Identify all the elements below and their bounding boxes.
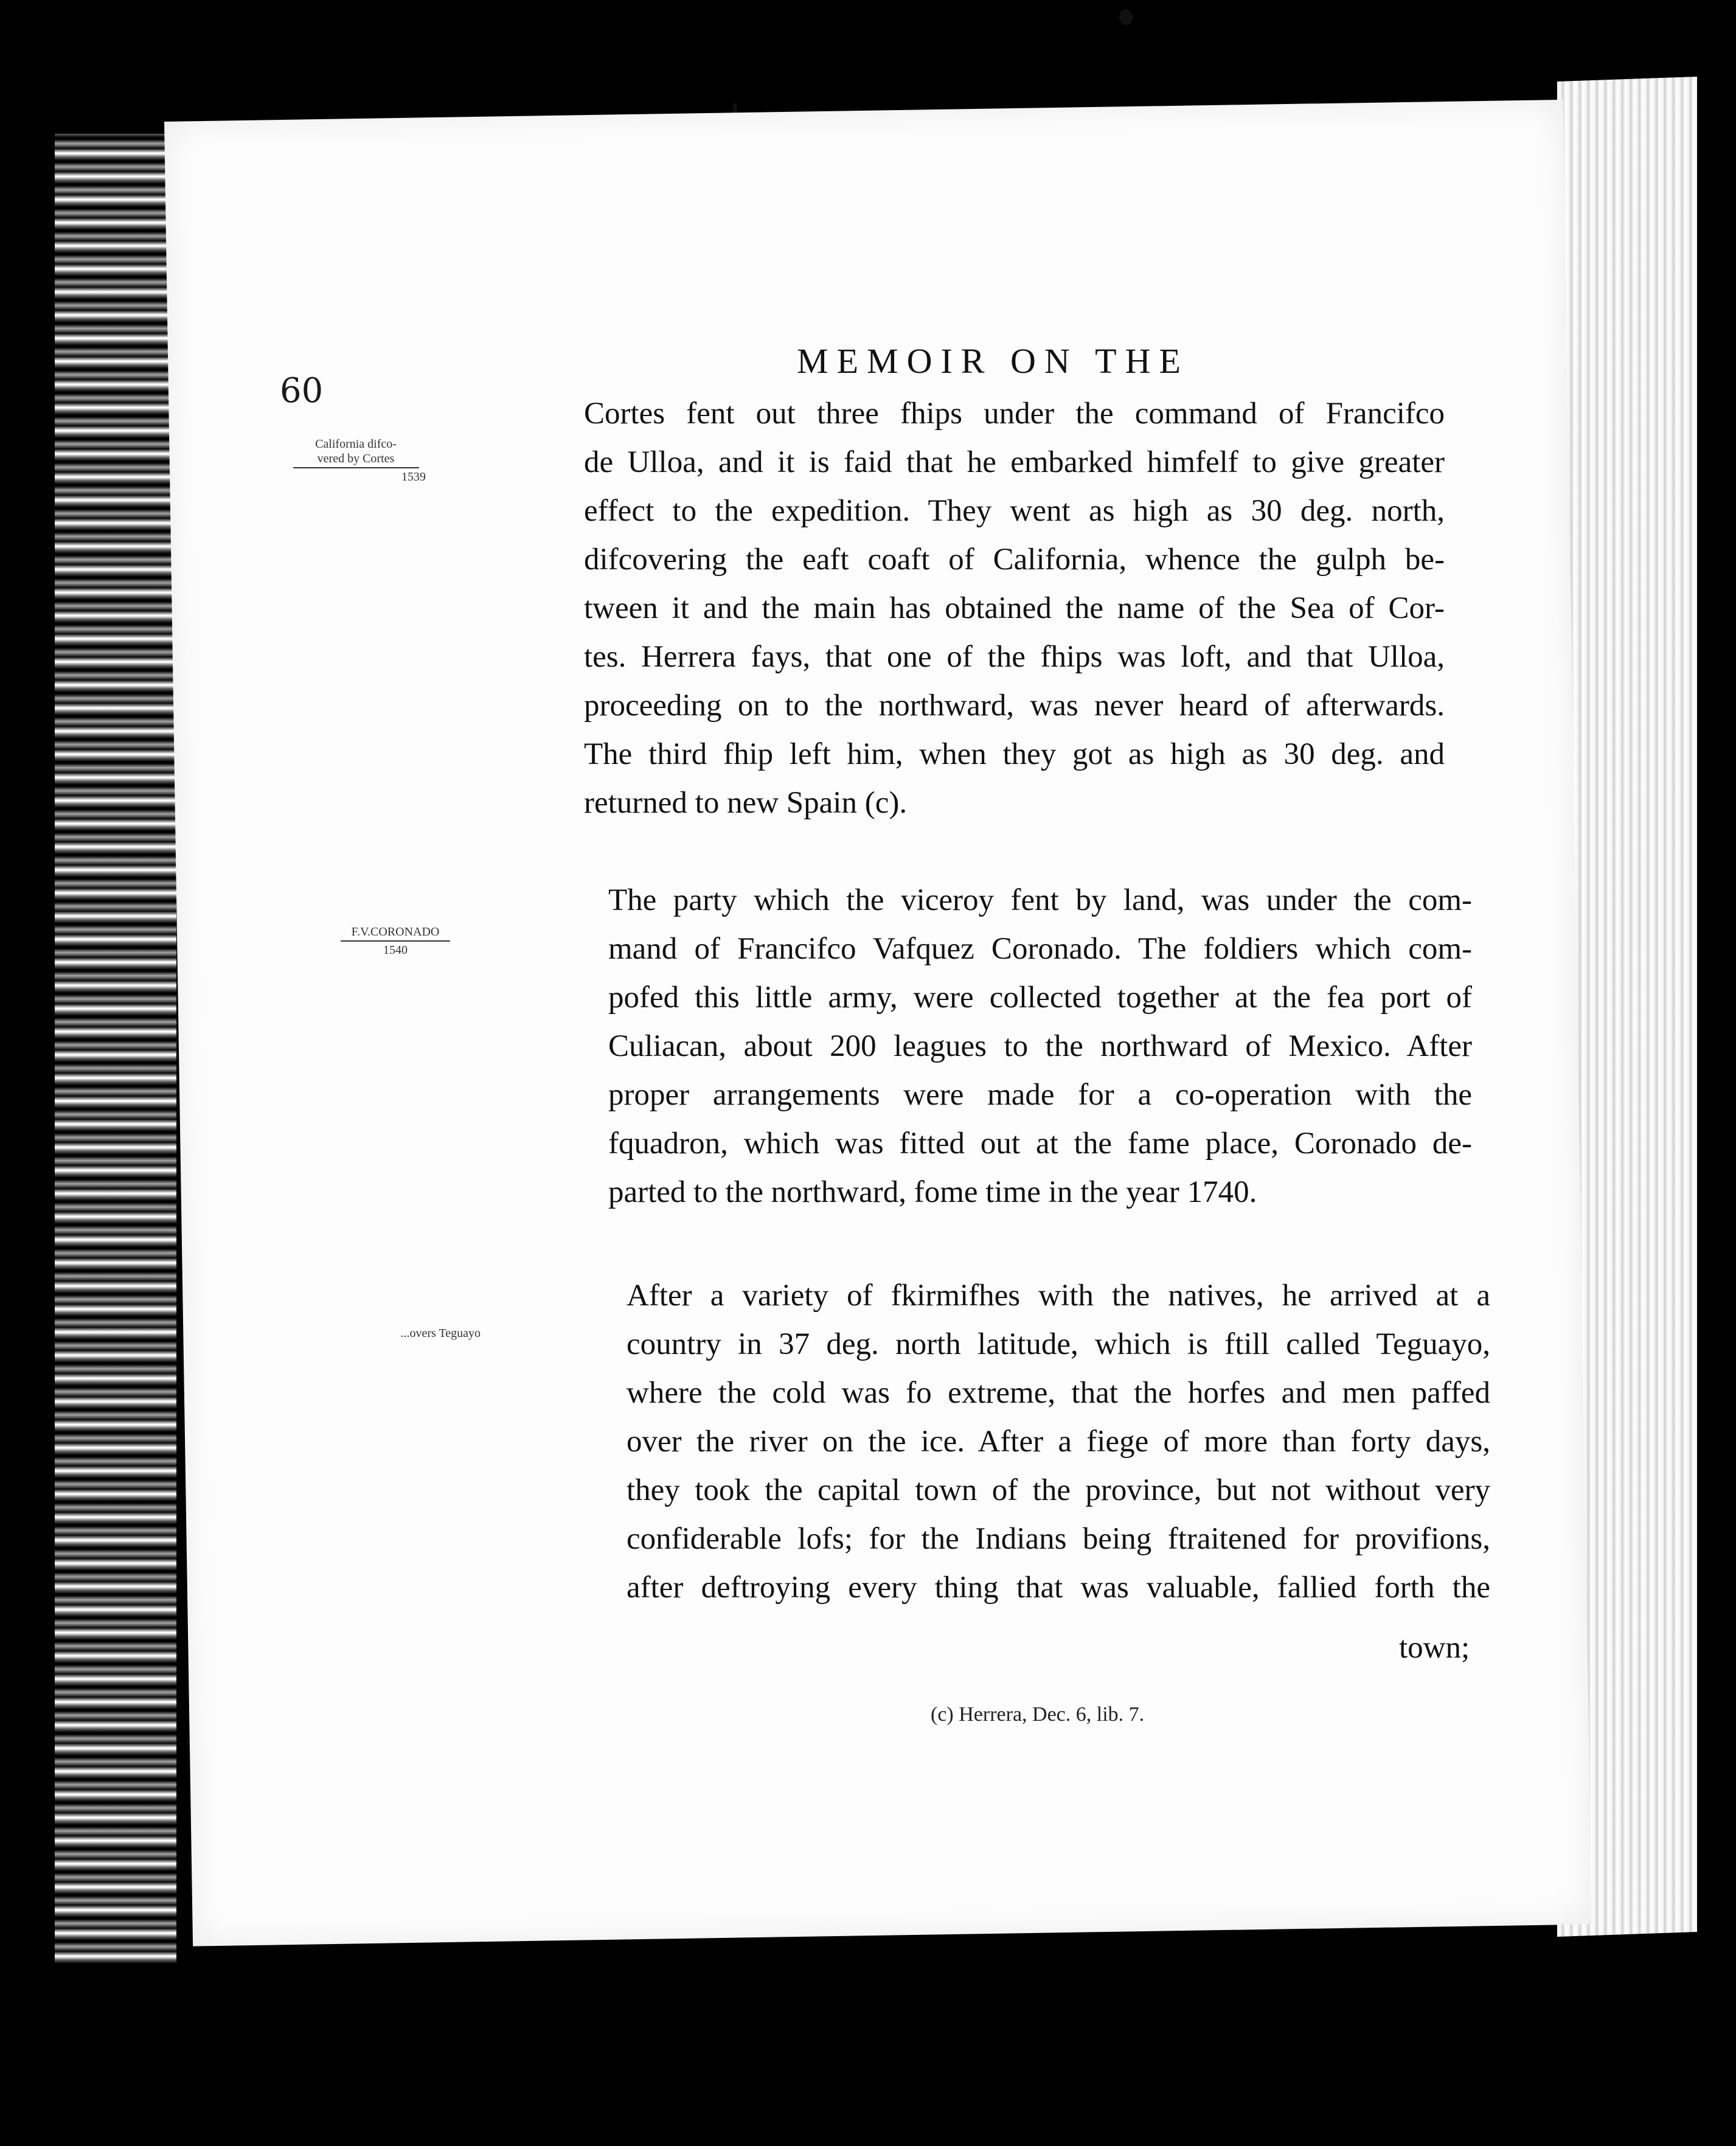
page-number: 60 <box>280 371 324 411</box>
paragraph-coronado <box>608 876 1472 1217</box>
side-note-rule <box>293 467 419 468</box>
text-line: over the river on the ice. After a fiege of more than forty days, <box>627 1425 1490 1459</box>
text-line: proper arrangements were made for a co-operation with the <box>608 1078 1472 1112</box>
text-line: pofed this little army, were collected together at the fea port of <box>608 981 1472 1015</box>
text-line: country in 37 deg. north latitude, which is ftill called Teguayo, <box>627 1327 1490 1361</box>
book-spine-edge <box>55 134 176 1965</box>
text-line: tes. Herrera fays, that one of the fhips was loft, and that Ulloa, <box>584 640 1445 674</box>
catchword: town; <box>1399 1631 1470 1665</box>
text-line: returned to new Spain (c). <box>584 786 908 820</box>
side-note-teguayo: ...overs Teguayo <box>400 1327 481 1340</box>
text-line: where the cold was fo extreme, that the horfes and men paffed <box>627 1376 1490 1410</box>
text-line: de Ulloa, and it is faid that he embarked himfelf to give greater <box>584 445 1445 479</box>
side-note-rule <box>341 940 450 942</box>
text-line: The third fhip left him, when they got as high as 30 deg. and <box>584 737 1445 771</box>
text-line: Cortes fent out three fhips under the command of Francifco <box>584 397 1445 431</box>
text-line: tween it and the main has obtained the name of the Sea of Cor- <box>584 591 1445 625</box>
text-line: difcovering the eaft coaft of California, whence the gulph be- <box>584 543 1445 577</box>
side-note-line: F.V.CORONADO <box>351 925 440 939</box>
side-note-year: 1539 <box>401 470 426 484</box>
side-note-coronado <box>335 925 456 957</box>
text-line: Culiacan, about 200 leagues to the northward of Mexico. After <box>608 1029 1472 1063</box>
side-note-line: California difco- <box>315 437 397 451</box>
text-line: effect to the expedition. They went as high as 30 deg. north, <box>584 494 1445 528</box>
text-line: fquadron, which was fitted out at the fame place, Coronado de- <box>608 1127 1472 1161</box>
side-note-california <box>286 437 426 484</box>
text-line: After a variety of fkirmifhes with the natives, he arrived at a <box>627 1279 1490 1313</box>
paragraph-teguayo <box>627 1271 1490 1612</box>
text-line: parted to the northward, fome time in the year 1740. <box>608 1175 1257 1209</box>
text-line: they took the capital town of the province, but not without very <box>627 1473 1490 1507</box>
text-line: The party which the viceroy fent by land, was under the com- <box>608 883 1472 917</box>
paragraph-cortes <box>584 389 1445 827</box>
text-line: confiderable lofs; for the Indians being ftraitened for provifions, <box>627 1522 1490 1556</box>
text-line: after deftroying every thing that was valuable, fallied forth the <box>627 1571 1490 1605</box>
scan-background <box>0 0 1736 103</box>
text-line: mand of Francifco Vafquez Coronado. The foldiers which com- <box>608 932 1472 966</box>
running-head: MEMOIR ON THE <box>797 341 1189 381</box>
scan-speck <box>1119 9 1133 25</box>
text-line: proceeding on to the northward, was never heard of afterwards. <box>584 689 1445 723</box>
side-note-year: 1540 <box>383 943 408 957</box>
side-note-line: vered by Cortes <box>317 452 395 465</box>
footnote: (c) Herrera, Dec. 6, lib. 7. <box>931 1703 1145 1726</box>
